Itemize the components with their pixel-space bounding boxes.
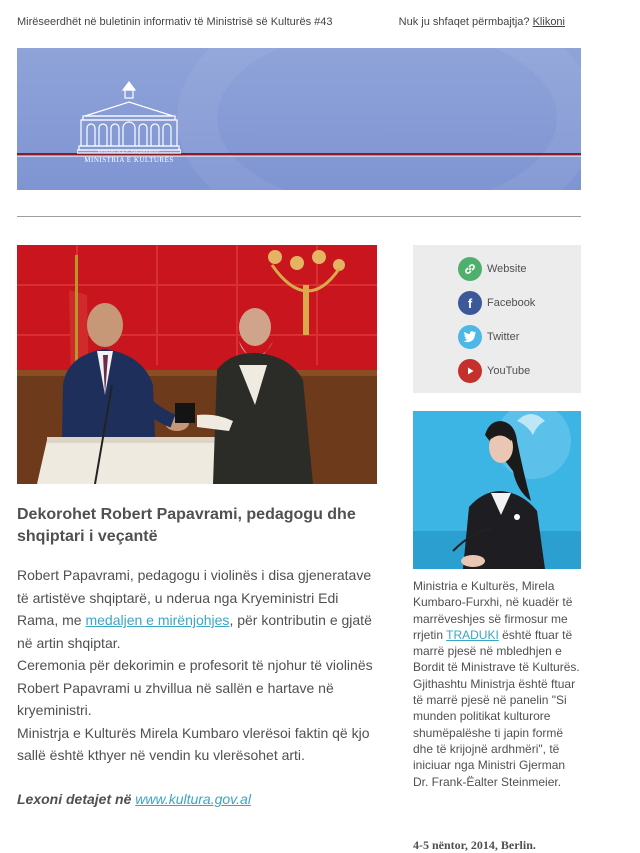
logo-title: MINISTRIA E KULTURËS — [84, 156, 174, 164]
article-paragraph-1 — [17, 564, 379, 654]
social-item-website[interactable] — [458, 257, 568, 281]
side-text-before: Ministria e Kulturës, Mirela Kumbaro-Furxhi, në kuadër të marrëveshjes së firmosur me rrjetin — [413, 579, 573, 642]
social-links-box — [413, 245, 581, 393]
traduki-link[interactable]: TRADUKI — [446, 627, 499, 642]
social-item-twitter[interactable] — [458, 325, 568, 349]
social-label-facebook: Facebook — [487, 297, 536, 309]
article-paragraph-3: Ministrja e Kulturës Mirela Kumbaro vlerësoi faktin që kjo sallë është kthyer në vendin ku vlerësohet arti. — [17, 724, 370, 763]
twitter-bird-icon — [458, 325, 482, 349]
medal-link[interactable]: medaljen e mirënjohjes — [85, 612, 230, 628]
preheader-welcome-text: Mirëseerdhët në buletinin informativ të Ministrisë së Kulturës #43 — [17, 16, 333, 28]
link-icon — [458, 257, 482, 281]
read-more — [17, 788, 379, 810]
facebook-icon: f — [458, 291, 482, 315]
side-text-after: është ftuar të marrë pjesë në mbledhjen e Bordit të Ministrave të Kulturës. Gjithashtu Ministrja është ftuar të marrë pjesë në panelin "Si munden politikat kulturore shumëpalëshe ti japin formë dhe të krijojnë ardhmëri", të iniciuar nga Ministri Gjerman Dr. Frank-Ëalter Steinmeier. — [413, 627, 580, 789]
read-more-link[interactable]: www.kultura.gov.al — [135, 791, 251, 807]
social-label-twitter: Twitter — [487, 331, 520, 343]
side-article-photo[interactable] — [413, 411, 581, 569]
article-headline[interactable]: Dekorohet Robert Papavrami, pedagogu dhe shqiptari i veçantë — [17, 506, 356, 545]
side-article-date: 4-5 nëntor, 2014, Berlin. — [413, 838, 536, 852]
logo-subtitle: REPUBLIKA E SHQIPËRISË — [97, 149, 161, 154]
side-article-text — [413, 578, 583, 790]
p1-text-before: Robert Papavrami, pedagogu i violinës i disa gjeneratave të artistëve shqiptarë, u nderua nga Kryeministri Edi Rama, me — [17, 567, 372, 628]
social-label-website: Website — [487, 263, 527, 275]
social-item-youtube[interactable] — [458, 359, 568, 383]
view-online-link[interactable]: Klikoni — [532, 16, 565, 28]
article-paragraph-2: Ceremonia për dekorimin e profesorit të njohur të violinës Robert Papavrami u zhvillua në sallën e hartave në kryeministri. — [17, 657, 373, 718]
header-divider — [17, 216, 581, 217]
view-online-question: Nuk ju shfaqet përmbajtja? — [398, 16, 530, 28]
social-label-youtube: YouTube — [487, 365, 531, 377]
article-body — [17, 564, 379, 767]
read-more-label: Lexoni detajet në — [17, 791, 132, 807]
ministry-building-logo-icon — [77, 76, 181, 168]
preheader-view-online — [399, 14, 565, 30]
banner-eagle-watermark — [177, 48, 581, 190]
p1-text-after: , për kontributin e gjatë në artin shqiptar. — [17, 612, 372, 651]
youtube-play-icon — [458, 359, 482, 383]
social-item-facebook[interactable] — [458, 291, 568, 315]
article-main-photo[interactable] — [17, 245, 377, 484]
header-banner — [17, 48, 581, 190]
